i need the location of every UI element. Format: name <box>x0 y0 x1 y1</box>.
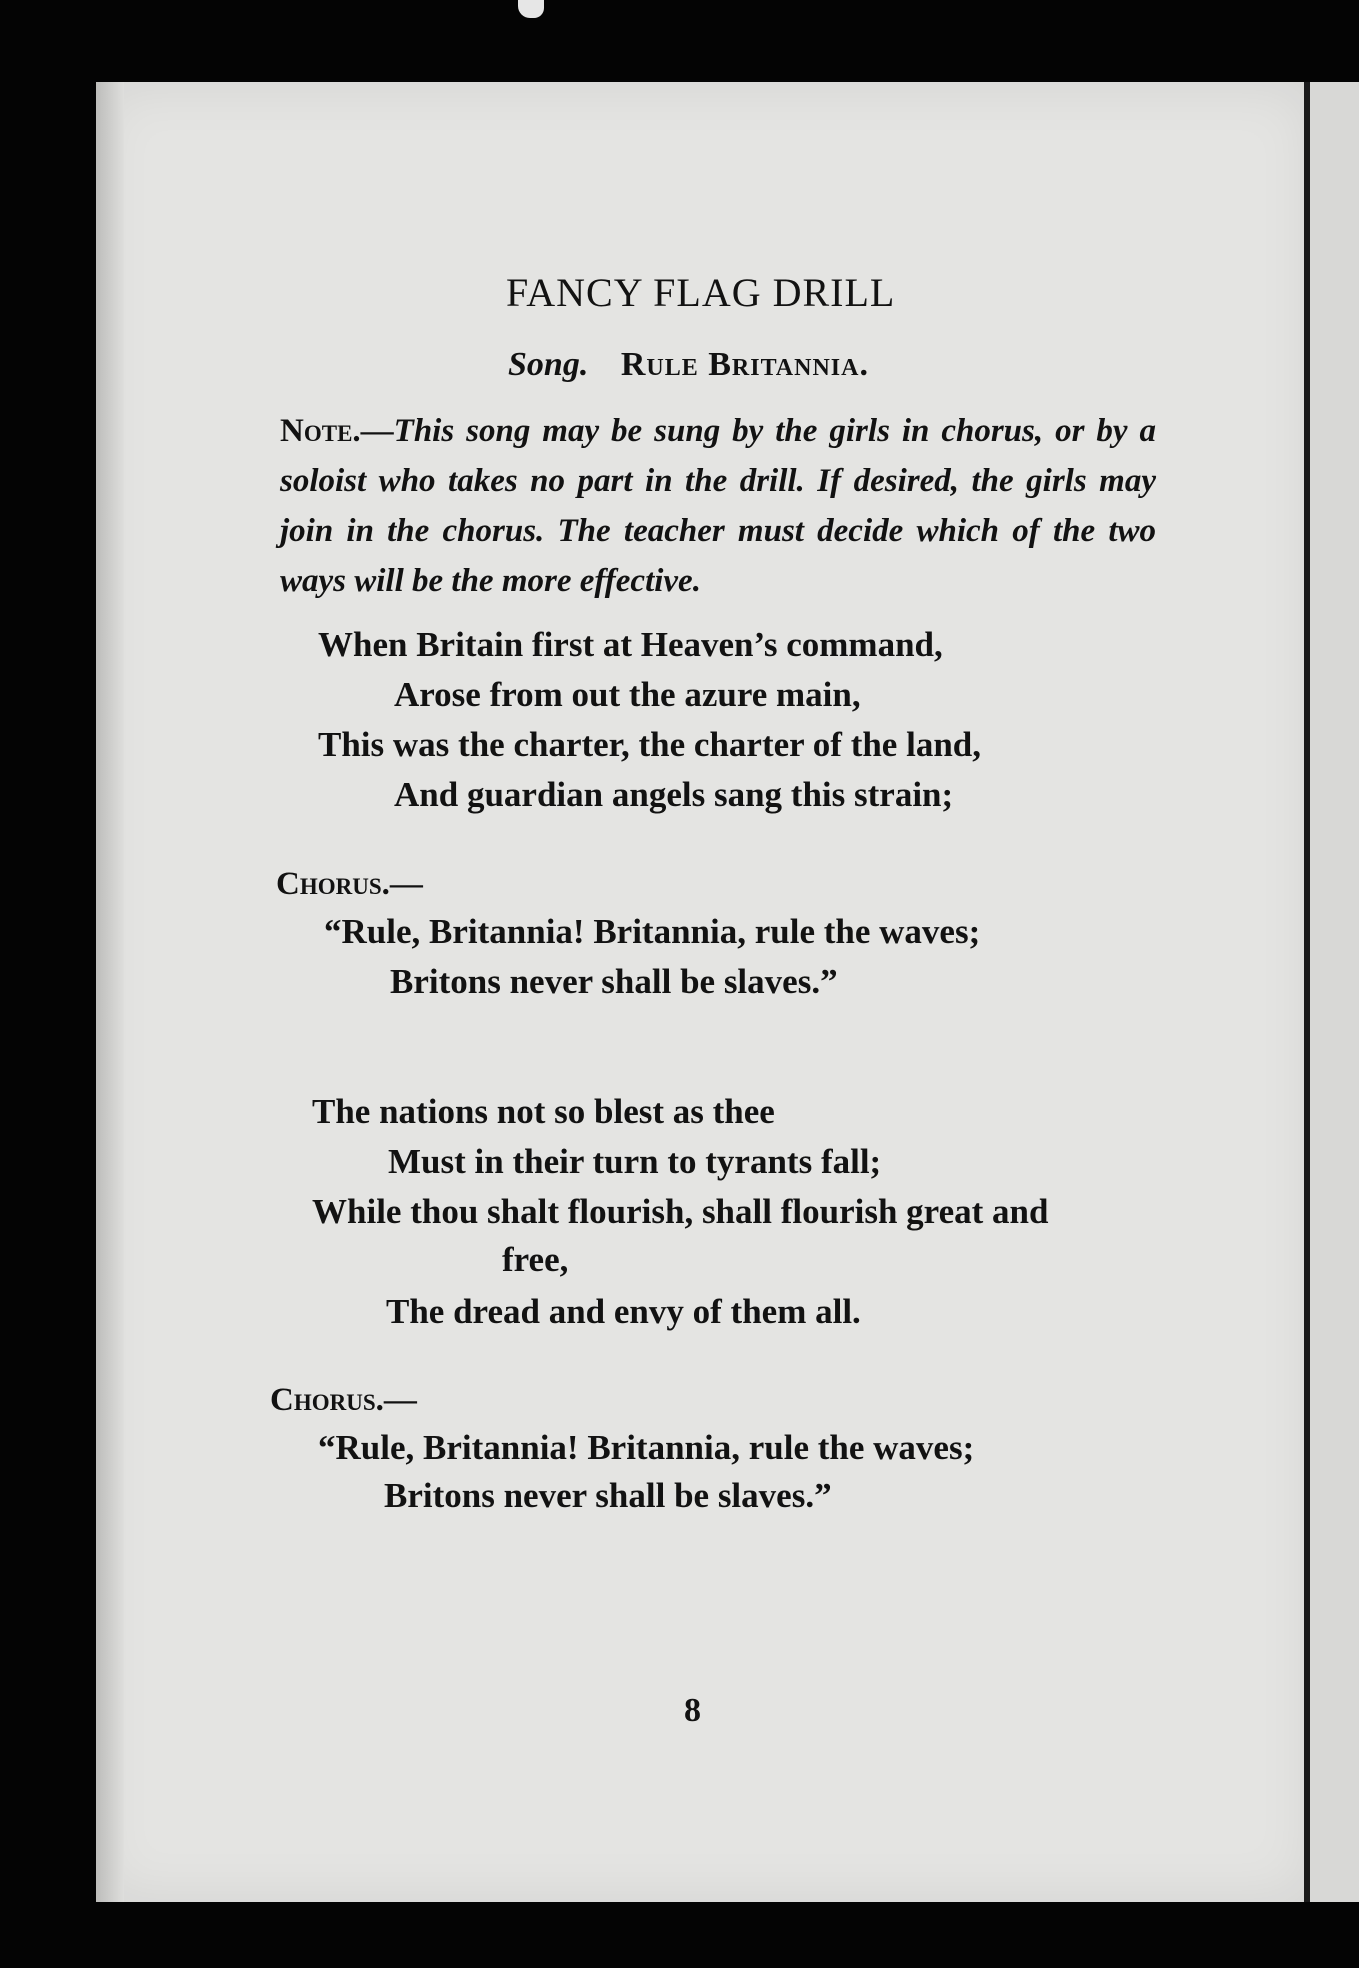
facing-page-edge <box>1310 82 1359 1902</box>
stanza1-line-4: And guardian angels sang this strain; <box>394 775 954 814</box>
song-subtitle <box>508 346 869 384</box>
page-number: 8 <box>684 1692 701 1729</box>
book-page <box>96 82 1314 1902</box>
stanza2-line-1: The nations not so blest as thee <box>312 1092 775 1131</box>
chorus1-label: Chorus.— <box>276 866 423 902</box>
subtitle-song-label: Song. <box>508 346 589 383</box>
stanza1-line-1: When Britain first at Heaven’s command, <box>318 625 943 664</box>
chorus1-line-1: “Rule, Britannia! Britannia, rule the waves; <box>324 912 981 951</box>
stanza1-line-2: Arose from out the azure main, <box>394 675 861 714</box>
page-title: FANCY FLAG DRILL <box>506 270 896 315</box>
note-text: This song may be sung by the girls in chorus, or by a soloist who takes no part in the drill. If desired, the girls may join in the chorus. The teacher must decide which of the two ways will be the more effective. <box>280 413 1156 599</box>
note-label: Note.— <box>280 413 394 449</box>
chorus2-label: Chorus.— <box>270 1382 417 1418</box>
stanza2-line-4: free, <box>502 1240 569 1279</box>
stanza2-line-2: Must in their turn to tyrants fall; <box>388 1142 882 1181</box>
performance-note <box>280 406 1156 606</box>
chorus1-line-2: Britons never shall be slaves.” <box>390 962 838 1001</box>
subtitle-song-name: Rule Britannia. <box>620 346 869 383</box>
page-content <box>96 82 1314 1902</box>
chorus2-line-1: “Rule, Britannia! Britannia, rule the waves; <box>318 1428 975 1467</box>
stanza2-line-5: The dread and envy of them all. <box>386 1292 861 1331</box>
chorus2-line-2: Britons never shall be slaves.” <box>384 1476 832 1515</box>
stanza1-line-3: This was the charter, the charter of the land, <box>318 725 982 764</box>
scan-speck <box>518 0 544 18</box>
stanza2-line-3: While thou shalt flourish, shall flourish great and <box>312 1192 1049 1231</box>
